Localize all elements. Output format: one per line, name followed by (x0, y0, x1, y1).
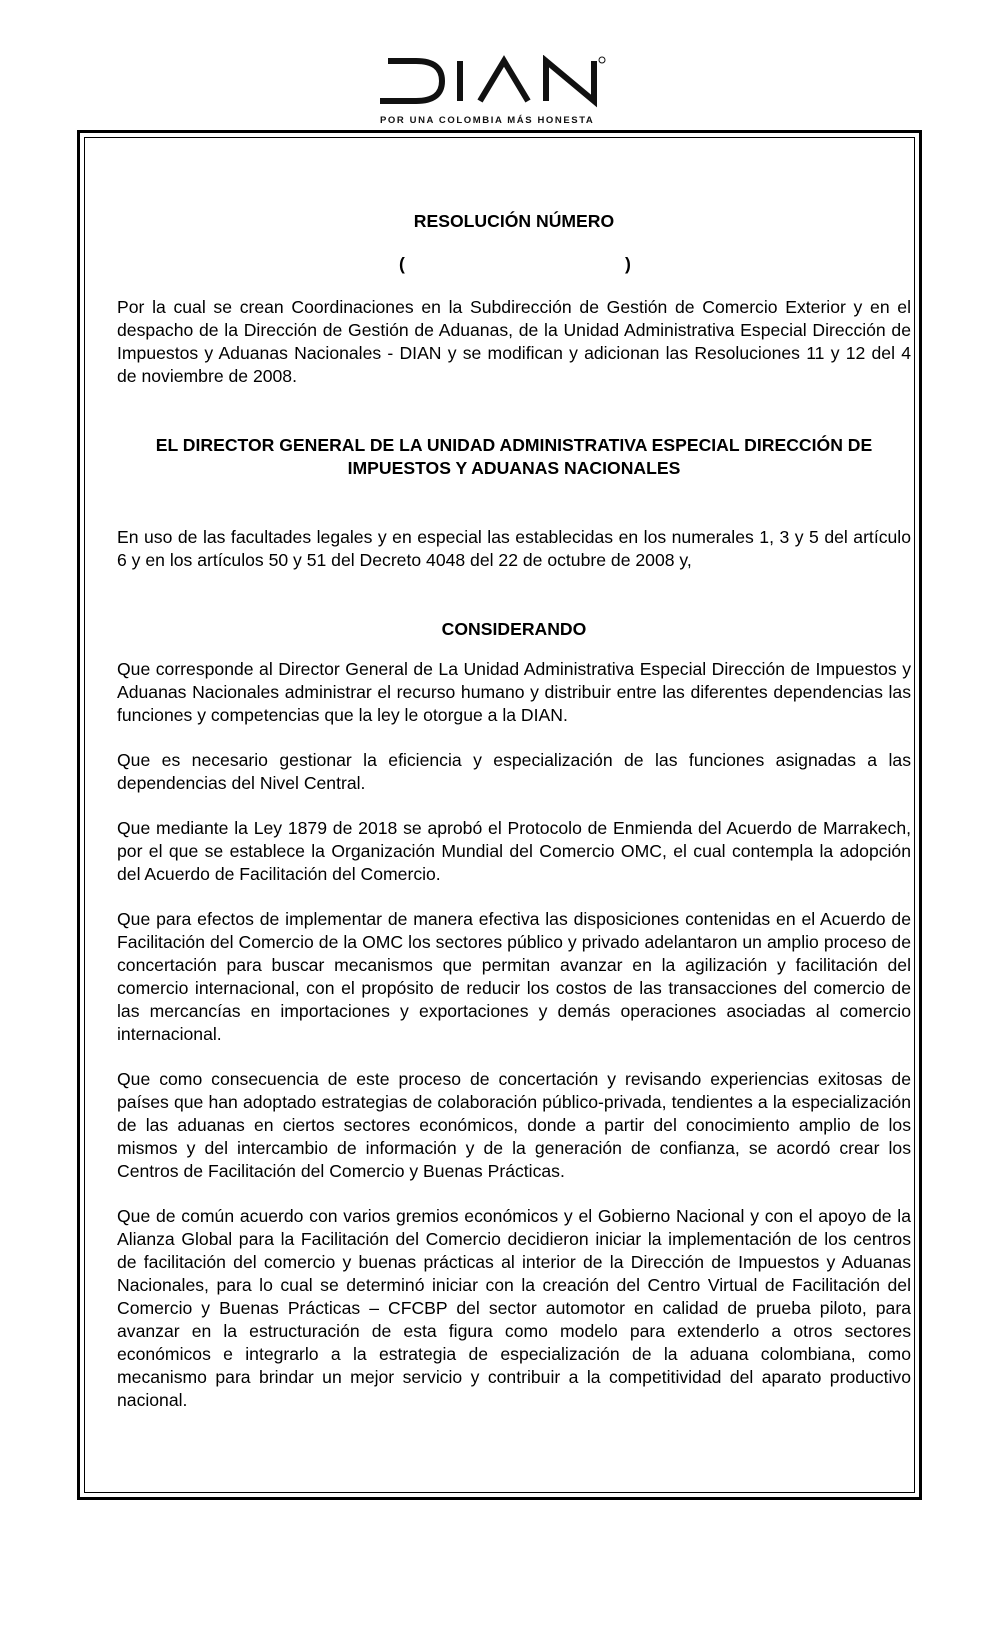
considerando-heading: CONSIDERANDO (441, 619, 587, 639)
director-heading: EL DIRECTOR GENERAL DE LA UNIDAD ADMINISTRATIVA ESPECIAL DIRECCIÓN DE IMPUESTOS Y ADUANAS NACIONALES (155, 435, 873, 478)
considerando-paragraph: Que corresponde al Director General de La Unidad Administrativa Especial Dirección de Impuestos y Aduanas Nacionales administrar el recurso humano y distribuir entre las diferentes dependencias las funciones y competencias que la ley le otorgue a la DIAN. (117, 659, 911, 725)
facultades-paragraph: En uso de las facultades legales y en especial las establecidas en los numerales 1, 3 y 5 del artículo 6 y en los artículos 50 y 51 del Decreto 4048 del 22 de octubre de 2008 y, (117, 527, 911, 570)
document-body (117, 210, 911, 1412)
considerando-paragraph: Que es necesario gestionar la eficiencia y especialización de las funciones asignadas a las dependencias del Nivel Central. (117, 750, 911, 793)
dian-logo-tagline: POR UNA COLOMBIA MÁS HONESTA (380, 115, 595, 126)
resolution-title: RESOLUCIÓN NÚMERO (413, 211, 615, 231)
dian-logo-graphic (380, 55, 650, 135)
considerando-paragraph: Que para efectos de implementar de manera efectiva las disposiciones contenidas en el Acuerdo de Facilitación del Comercio de la OMC los sectores público y privado adelantaron un amplio proceso de concertación para buscar mecanismos que permitan avanzar en la agilización y facilitación del comercio internacional, con el propósito de reducir los costos de las transacciones del comercio de las mercancías en importaciones y exportaciones y demás operaciones asociadas al comercio internacional. (117, 909, 911, 1044)
resolution-subject: Por la cual se crean Coordinaciones en la Subdirección de Gestión de Comercio Exterior y en el despacho de la Dirección de Gestión de Aduanas, de la Unidad Administrativa Especial Dirección de Impuestos y Aduanas Nacionales - DIAN y se modifican y adicionan las Resoluciones 11 y 12 del 4 de noviembre de 2008. (117, 297, 911, 386)
dian-logo (380, 55, 650, 135)
considerando-paragraph: Que mediante la Ley 1879 de 2018 se aprobó el Protocolo de Enmienda del Acuerdo de Marrakech, por el que se establece la Organización Mundial del Comercio OMC, el cual contempla la adopción del Acuerdo de Facilitación del Comercio. (117, 818, 911, 884)
considerando-paragraph: Que como consecuencia de este proceso de concertación y revisando experiencias exitosas de países que han adoptado estrategias de colaboración público-privada, tendientes a la especialización de las aduanas en ciertos sectores económicos, donde a partir del conocimiento amplio de los mismos y del intercambio de información y de la generación de confianza, se acordó crear los Centros de Facilitación del Comercio y Buenas Prácticas. (117, 1069, 911, 1181)
resolution-number-open: ( (399, 254, 405, 274)
considerando-paragraph: Que de común acuerdo con varios gremios económicos y el Gobierno Nacional y con el apoyo de la Alianza Global para la Facilitación del Comercio decidieron iniciar la implementación de los centros de facilitación del comercio y buenas prácticas al interior de la Dirección de Impuestos y Aduanas Nacionales, para lo cual se determinó iniciar con la creación del Centro Virtual de Facilitación del Comercio y Buenas Prácticas – CFCBP del sector automotor en calidad de prueba piloto, para avanzar en la estructuración de esta figura como modelo para extenderlo a otros sectores económicos e integrarlo a la estrategia de especialización de la aduana colombiana, como mecanismo para brindar un mejor servicio y contribuir a la competitividad del aparato productivo nacional. (117, 1206, 911, 1410)
resolution-number (117, 253, 911, 276)
resolution-number-close: ) (625, 254, 631, 274)
